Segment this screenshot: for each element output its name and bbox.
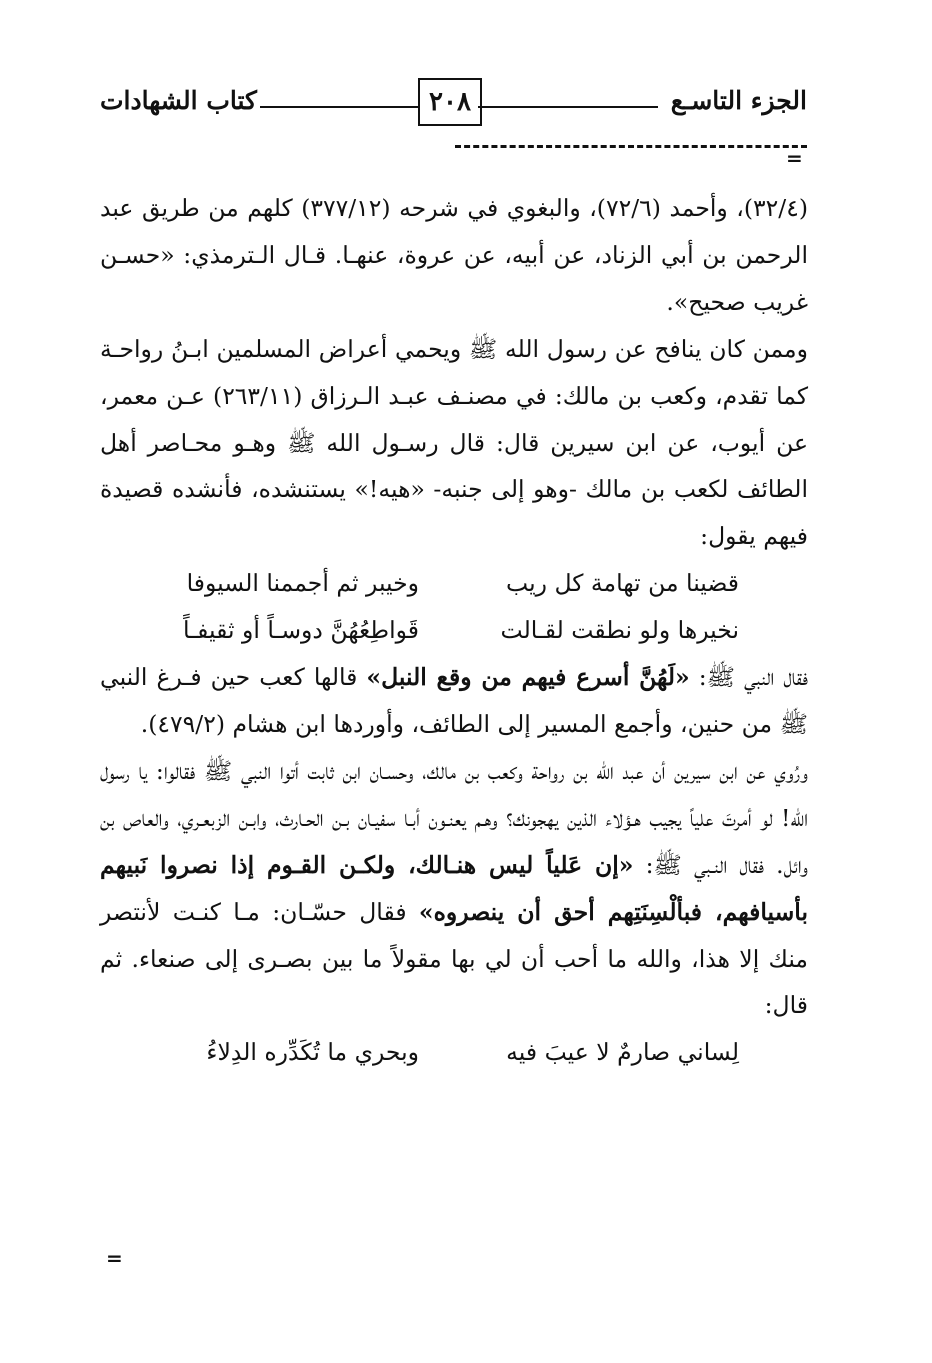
verse-3-first-hemistich: لِساني صارمٌ لا عيبَ فيه <box>506 1038 739 1067</box>
footnote-mark-bottom: = <box>106 1246 123 1270</box>
footnote-separator <box>455 145 807 148</box>
verse-line-1 <box>100 560 808 607</box>
prophet-quote-1: «لَهُنَّ أسرع فيهم من وقع النبل» <box>366 663 690 692</box>
paragraph-2: وممن كان ينافح عن رسول الله ﷺ ويحمي أعراض المسلمين ابـنُ رواحـة كما تقدم، وكعب بن مالك: في مصنـف عبـد الـرزاق (٢٦٣/١١) عـن معمر، عن أيوب، عن ابن سيرين قال: قال رسـول الله ﷺ وهـو محـاصر أهل الطائف لكعب بن مالك -وهو إلى جنبه- «هيه!» يستنشده، فأنشده قصيدة فيهم يقول: <box>100 334 809 551</box>
verse-1-second-hemistich: وخيبر ثم أجممنا السيوفا <box>186 569 419 598</box>
part-title: الجزء التاسـع <box>670 86 807 115</box>
paragraph-3 <box>100 654 808 748</box>
paragraph-4 <box>100 748 808 1029</box>
verse-line-2 <box>100 607 808 654</box>
verse-3-second-hemistich: وبحري ما تُكَدِّره الدِلاءُ <box>206 1038 419 1067</box>
verse-1-first-hemistich: قضينا من تهامة كل ريب <box>506 569 739 598</box>
paragraph-3-rest: قالها كعب حين فـرغ النبي ﷺ من حنين، وأجمع المسير إلى الطائف، وأوردها ابن هشام (٤٧٩/٢). <box>100 663 808 738</box>
prophet-quote-2: «إن عَلياً ليس هنـالك، ولكـن القـوم إذا نصروا نَبيهم بأسيافهم، فبألْسِنَتِهم أحق أن ينصروه» <box>100 850 808 926</box>
paragraph-4-rest: فقال حسّـان: مـا كنـت لأنتصر منك إلا هذا، والله ما أحب أن لي بها مقولاً ما بين بصـرى إلى صنعاء. ثم قال: <box>100 897 808 1020</box>
footnote-mark-top: = <box>786 146 803 170</box>
footnote-body <box>100 185 808 1076</box>
page-number: ٢٠٨ <box>418 78 482 126</box>
verse-2-first-hemistich: نخيرها ولو نطقت لقـالت <box>500 616 739 645</box>
header-rule-right <box>478 106 658 108</box>
verse-line-3 <box>100 1029 808 1076</box>
page-header <box>100 78 807 128</box>
book-title: كتاب الشهادات <box>100 86 257 115</box>
paragraph-4-lead: ورُوي عن ابن سيرين أن عبد الله بن رواحة وكعب بن مالك، وحسـان ابن ثابت أتوا النبي ﷺ فقالوا: يا رسول الله! لو أمرتَ علياً يجيب هـؤلاء الذين يهجونك؟ وهـم يعنـون أبـا سفيـان بـن الحـارث، وابـن الزبعـري، والعاص بن وائل. فقال النـبي ﷺ: <box>100 756 808 879</box>
verse-2-second-hemistich: قَواطِعُهُنَّ دوسـاً أو ثقيفـاً <box>183 616 419 645</box>
header-rule-left <box>260 106 418 108</box>
paragraph-3-lead: فقال النبي ﷺ: <box>689 663 808 692</box>
paragraph-1: (٣٢/٤)، وأحمد (٧٢/٦)، والبغوي في شرحه (٣٧٧/١٢) كلهم من طريق عبد الرحمن بن أبي الزناد، عن أبيه، عن عروة، عنهـا. قـال الـترمذي: «حسـن غريب صحيح». <box>100 194 808 316</box>
